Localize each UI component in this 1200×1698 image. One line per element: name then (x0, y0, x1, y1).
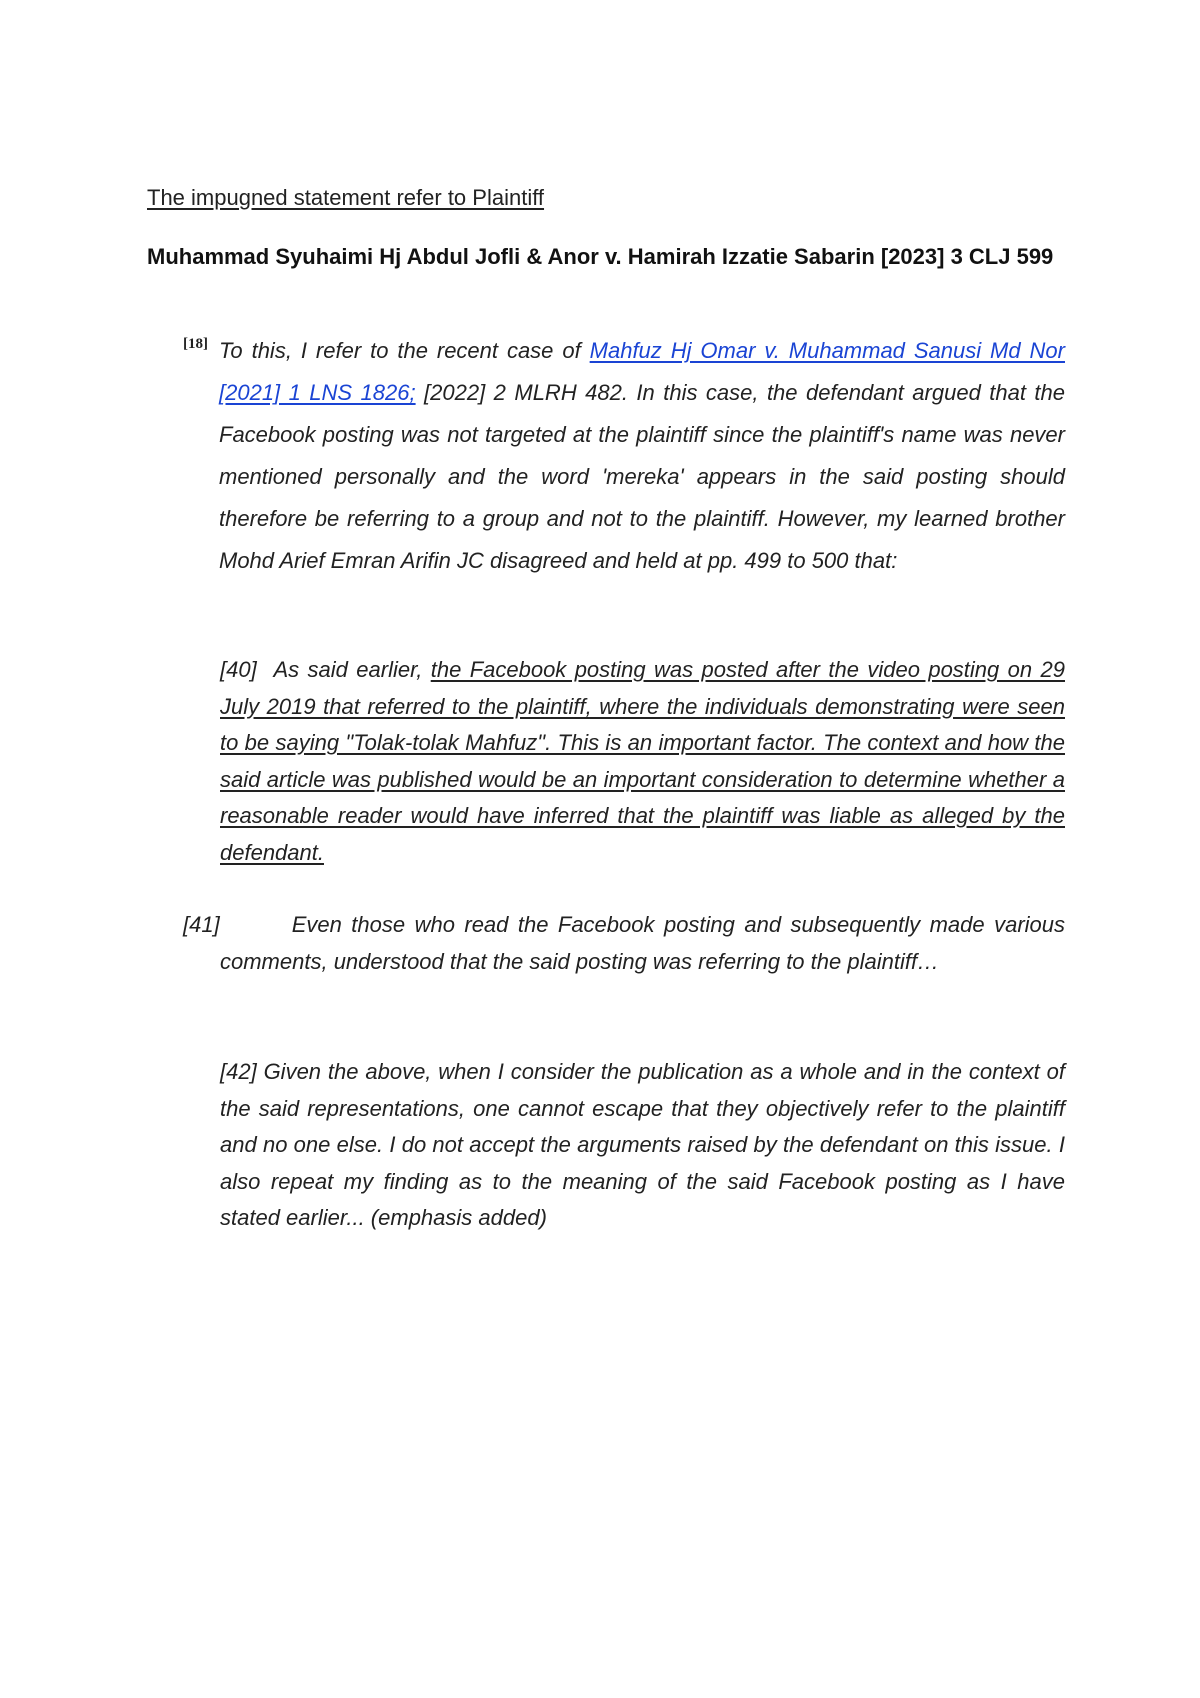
quote-41-text: Even those who read the Facebook posting and subsequently made various comments, understood that the said posting was referring to the plaintiff… (220, 912, 1065, 974)
paragraph-text (219, 330, 1065, 582)
section-heading: The impugned statement refer to Plaintiff (147, 185, 545, 210)
paragraph-number: [18] (183, 336, 208, 352)
quote-paragraph-41 (183, 907, 1065, 980)
case-title: Muhammad Syuhaimi Hj Abdul Jofli & Anor v. Hamirah Izzatie Sabarin [2023] 3 CLJ 599 (147, 244, 1054, 269)
quote-40-number: [40] (220, 657, 257, 682)
paragraph-18 (183, 330, 1065, 582)
quote-40-underlined: the Facebook posting was posted after the video posting on 29 July 2019 that referred to the plaintiff, where the individuals demonstrating were seen to be saying "Tolak-tolak Mahfuz". This is an important factor. The context and how the said article was published would be an important consideration to determine whether a reasonable reader would have inferred that the plaintiff was liable as alleged by the defendant. (220, 657, 1065, 865)
quote-40-lead: As said earlier, (273, 657, 431, 682)
paragraph-text-rest: [2022] 2 MLRH 482. In this case, the defendant argued that the Facebook posting was not targeted at the plaintiff since the plaintiff's name was never mentioned personally and the word 'mereka' appears in the said posting should therefore be referring to a group and not to the plaintiff. However, my learned brother Mohd Arief Emran Arifin JC disagreed and held at pp. 499 to 500 that: (219, 380, 1065, 573)
case-citation-link[interactable]: Mahfuz Hj Omar v. Muhammad Sanusi Md Nor [2021] 1 LNS 1826; (219, 338, 1065, 405)
quote-41-number: [41] (183, 912, 220, 937)
quote-paragraph-42: [42] Given the above, when I consider the publication as a whole and in the context of the said representations, one cannot escape that they objectively refer to the plaintiff and no one else. I do not accept the arguments raised by the defendant on this issue. I also repeat my finding as to the meaning of the said Facebook posting as I have stated earlier... (emphasis added) (220, 1059, 1065, 1230)
paragraph-text-lead: To this, I refer to the recent case of (219, 338, 590, 363)
quote-paragraph-40 (220, 652, 1065, 871)
